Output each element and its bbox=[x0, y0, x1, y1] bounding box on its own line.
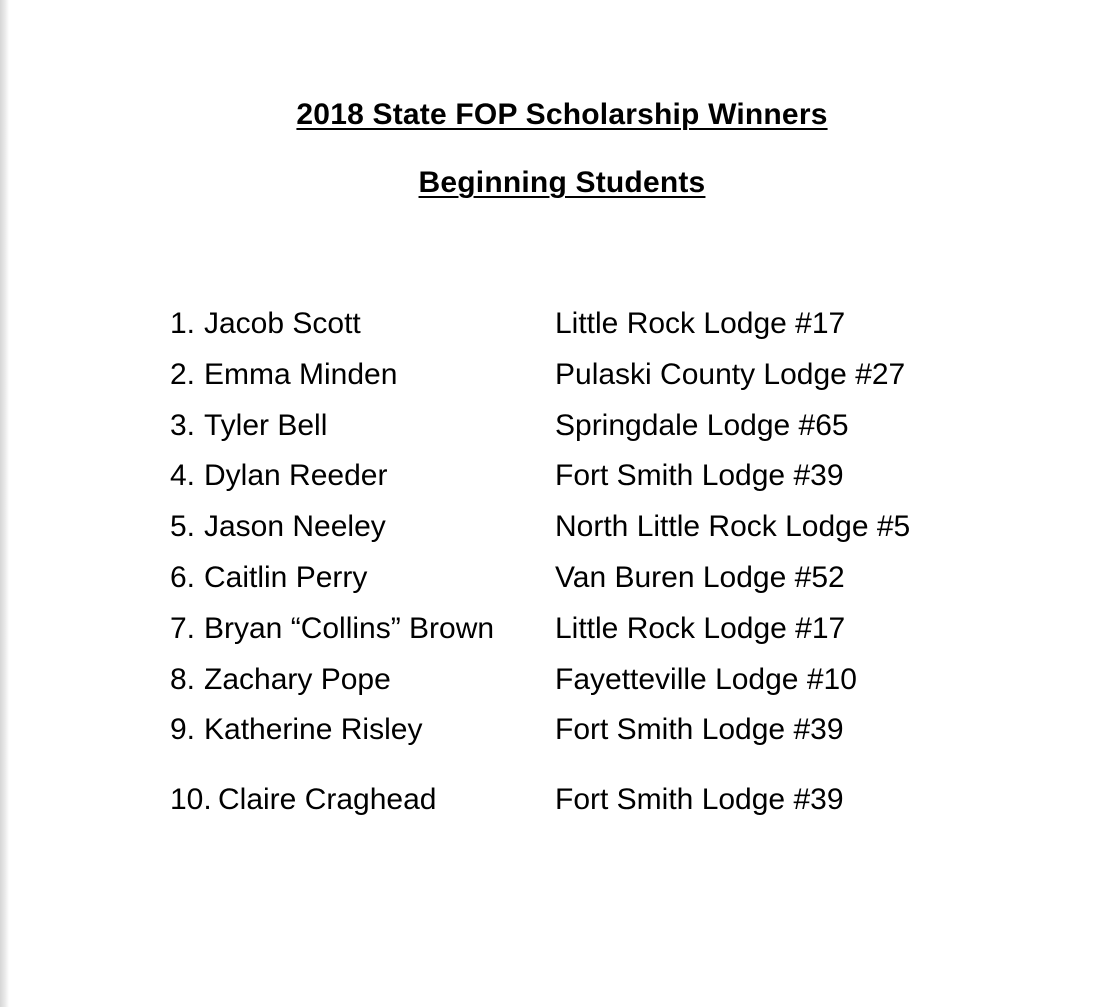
winner-lodge: Little Rock Lodge #17 bbox=[555, 307, 846, 340]
winner-name: Emma Minden bbox=[204, 358, 398, 391]
winner-rank: 6. bbox=[170, 561, 196, 594]
winner-rank: 10. bbox=[170, 783, 212, 816]
winner-name: Caitlin Perry bbox=[204, 561, 368, 594]
winner-row bbox=[0, 713, 1094, 753]
winner-lodge: Van Buren Lodge #52 bbox=[555, 561, 845, 594]
winner-lodge: Little Rock Lodge #17 bbox=[555, 612, 846, 645]
winner-rank: 2. bbox=[170, 358, 196, 391]
winner-rank: 5. bbox=[170, 510, 196, 543]
document-subtitle: Beginning Students bbox=[418, 166, 706, 199]
winner-lodge: Fort Smith Lodge #39 bbox=[555, 783, 844, 816]
winner-row bbox=[0, 358, 1094, 398]
winner-row bbox=[0, 783, 1094, 823]
winner-name: Katherine Risley bbox=[204, 713, 423, 746]
winner-lodge: Springdale Lodge #65 bbox=[555, 409, 849, 442]
winner-rank: 8. bbox=[170, 663, 196, 696]
winner-name: Bryan “Collins” Brown bbox=[204, 612, 495, 645]
winner-rank: 3. bbox=[170, 409, 196, 442]
winner-rank: 4. bbox=[170, 459, 196, 492]
winner-lodge: Fort Smith Lodge #39 bbox=[555, 459, 844, 492]
winner-name: Jason Neeley bbox=[204, 510, 386, 543]
winner-name: Zachary Pope bbox=[204, 663, 391, 696]
winner-name: Claire Craghead bbox=[218, 783, 437, 816]
winner-row bbox=[0, 510, 1094, 550]
winner-rank: 1. bbox=[170, 307, 196, 340]
winner-name: Dylan Reeder bbox=[204, 459, 388, 492]
winner-row bbox=[0, 459, 1094, 499]
winner-row bbox=[0, 307, 1094, 347]
winner-rank: 7. bbox=[170, 612, 196, 645]
winner-row bbox=[0, 409, 1094, 449]
winner-row bbox=[0, 612, 1094, 652]
winner-name: Jacob Scott bbox=[204, 307, 361, 340]
winner-name: Tyler Bell bbox=[204, 409, 328, 442]
document-title: 2018 State FOP Scholarship Winners bbox=[296, 98, 828, 131]
winner-lodge: North Little Rock Lodge #5 bbox=[555, 510, 911, 543]
winner-row bbox=[0, 561, 1094, 601]
winner-lodge: Fort Smith Lodge #39 bbox=[555, 713, 844, 746]
winner-lodge: Pulaski County Lodge #27 bbox=[555, 358, 906, 391]
winner-rank: 9. bbox=[170, 713, 196, 746]
winner-row bbox=[0, 663, 1094, 703]
winner-lodge: Fayetteville Lodge #10 bbox=[555, 663, 857, 696]
